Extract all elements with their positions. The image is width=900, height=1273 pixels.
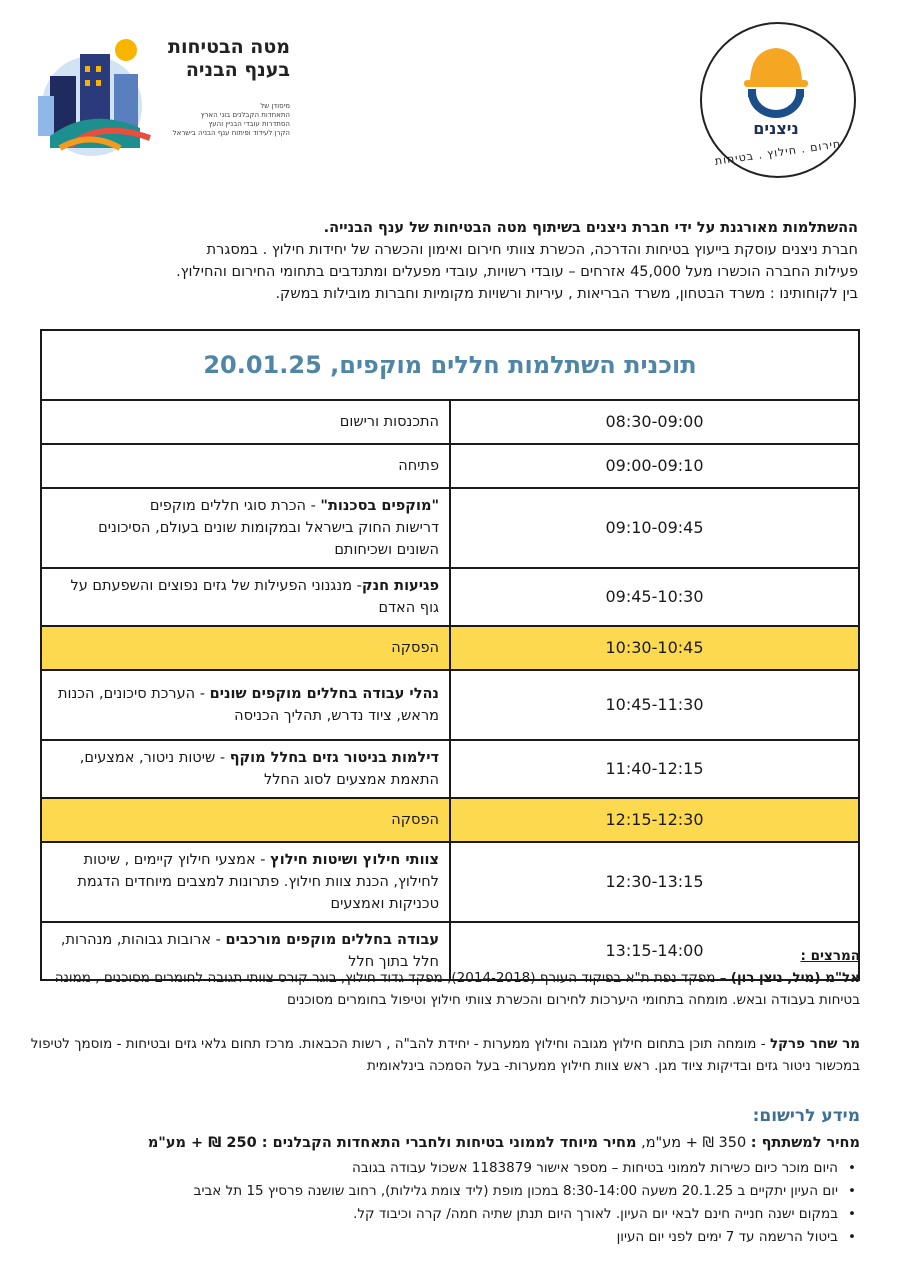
row-topic: עבודה בחללים מוקפים מורכבים <box>225 932 439 948</box>
row-topic: "מוקפים בסכנות" <box>320 498 439 514</box>
row-text: - הערכת סיכונים, הכנות מראש, ציוד נדרש, תהליך הכניסה <box>58 686 439 724</box>
row-time: 08:30-09:00 <box>450 400 859 444</box>
construction-skyline-icon <box>30 36 170 156</box>
row-time: 13:15-14:00 <box>450 922 859 980</box>
row-text: - הכרת סוגי חללים מוקפים <box>149 498 321 514</box>
row-description <box>41 400 450 444</box>
table-row <box>41 488 859 568</box>
list-item: • היום מוכר כיום כשירות לממוני בטיחות – מספר אישור 1183879 אשכול עבודה בגובה <box>18 1157 838 1180</box>
intro-line-1: ההשתלמות מאורגנת על ידי חברת ניצנים בשיתוף מטה הבטיחות של ענף הבנייה. <box>323 220 858 236</box>
row-description <box>41 444 450 488</box>
row-time: 12:30-13:15 <box>450 842 859 922</box>
speaker-1-bio: – מפקד נפת ת"א בפיקוד העורף (2014-2018), מפקד גדוד חילוץ, בוגר קורס צוותי תגובה לחומרים מסוכנים , ממונה בטיחות בעבודה ובאש. מומחה בתחומי היערכות לחירום והכשרת צוותי חילוץ וטיפול בחומרים מסוכנים <box>54 970 860 1008</box>
table-row <box>41 740 859 798</box>
row-description <box>41 740 450 798</box>
row-time: 10:45-11:30 <box>450 670 859 740</box>
row-description <box>41 626 450 670</box>
table-row <box>41 670 859 740</box>
speaker-1 <box>14 967 860 1011</box>
mate-logo-subtitle <box>140 102 290 138</box>
mate-sub-line4: הקרן לעידוד ופיתוח ענף הבניה בישראל <box>172 129 290 137</box>
list-item: • ביטול הרשמה עד 7 ימים לפני יום העיון <box>18 1226 838 1249</box>
row-description <box>41 568 450 626</box>
row-time: 09:45-10:30 <box>450 568 859 626</box>
price-participant-value: 350 ₪ + מע"מ, <box>636 1135 751 1151</box>
program-title-row <box>41 330 859 400</box>
mate-sub-line1: מיסודן של <box>260 102 290 110</box>
row-text: פתיחה <box>398 458 439 474</box>
speaker-1-name: אל"מ (מיל, ניצן רון) <box>730 970 860 986</box>
mate-logo-title <box>150 36 290 82</box>
program-title: תוכנית השתלמות חללים מוקפים, 20.01.25 <box>41 330 859 400</box>
row-topic: נהלי עבודה בחללים מוקפים שונים <box>209 686 439 702</box>
table-row <box>41 400 859 444</box>
table-row <box>41 842 859 922</box>
price-participant-label: מחיר למשתתף : <box>750 1135 860 1151</box>
speakers-heading: המרצים : <box>800 948 860 964</box>
mate-title-line1: מטה הבטיחות <box>167 36 290 58</box>
row-text: - שיטות ניטור, אמצעים, התאמת אמצעים לסוג החלל <box>79 750 439 788</box>
table-row-break <box>41 626 859 670</box>
speaker-2-name: מר שחר פרקל <box>769 1036 860 1052</box>
row-time: 09:10-09:45 <box>450 488 859 568</box>
row-text: - מנגנוני הפעילות של גזים נפוצים והשפעתם על גוף האדם <box>70 578 439 616</box>
row-text: - ארובות גבוהות, מנהרות, חלל בתוך חלל <box>60 932 439 970</box>
list-item: • יום העיון יתקיים ב 20.1.25 משעה 8:30-14:00 במכון מופת (ליד צומת גלילות), רחוב שושנה פרסיץ 15 תל אביב <box>18 1180 838 1203</box>
price-special: מחיר מיוחד לממוני בטיחות ולחברי התאחדות הקבלנים : 250 ₪ + מע"מ <box>147 1135 637 1151</box>
list-item: • במקום ישנה חנייה חינם לבאי יום העיון. לאורך היום תנתן שתיה חמה/ קרה וכיבוד קל. <box>18 1203 838 1226</box>
row-description <box>41 798 450 842</box>
row-text: התכנסות ורישום <box>339 414 439 430</box>
row-time: 11:40-12:15 <box>450 740 859 798</box>
intro-line-2: חברת ניצנים עוסקת בייעוץ בטיחות והדרכה, הכשרת צוותי חירום ואימון והכשרה של יחידות חילוץ . במסגרת <box>206 242 858 258</box>
table-row <box>41 568 859 626</box>
row-text: - אמצעי חילוץ קיימים , שיטות לחילוץ, הכנת צוות חילוץ. פתרונות למצבים מיוחדים הדגמת טכניקות ואמצעים <box>77 852 439 912</box>
mate-sub-line3: הסתדרות עובדי הבניין והעץ <box>208 120 290 128</box>
row-text-2: דרישות החוק בישראל ובמקומות שונים בעולם, הסיכונים השונים ושכיחותם <box>98 520 439 558</box>
intro-line-3: פעילות החברה הוכשרו מעל 45,000 אזרחים – עובדי רשויות, עובדי מפעלים ומתנדבים בתחומי החירום והחילוץ. <box>176 264 858 280</box>
registration-title: מידע לרישום: <box>752 1106 860 1126</box>
nitzanim-logo <box>700 22 860 182</box>
table-row-break <box>41 798 859 842</box>
row-description <box>41 670 450 740</box>
registration-price <box>20 1132 860 1154</box>
row-description <box>41 842 450 922</box>
row-time: 12:15-12:30 <box>450 798 859 842</box>
speakers-section <box>14 945 860 1077</box>
row-time: 09:00-09:10 <box>450 444 859 488</box>
intro-paragraph <box>38 217 858 305</box>
nitzanim-slogan: חירום . חילוץ . בטיחות <box>714 137 842 168</box>
mate-safety-logo <box>30 36 290 156</box>
row-text: הפסקה <box>391 812 439 828</box>
row-description <box>41 488 450 568</box>
row-text: הפסקה <box>391 640 439 656</box>
row-topic: צוותי חילוץ ושיטות חילוץ <box>270 852 439 868</box>
table-row <box>41 444 859 488</box>
mate-title-line2: בענף הבניה <box>185 59 290 81</box>
row-time: 10:30-10:45 <box>450 626 859 670</box>
program-table <box>40 329 860 981</box>
registration-details-list <box>18 1157 860 1249</box>
row-topic: דילמות בניטור גזים בחלל מוקף <box>229 750 439 766</box>
mate-sub-line2: התאחדות הקבלנים בוני הארץ <box>200 111 290 119</box>
speaker-2-bio: - מומחה תוכן בתחום חילוץ מגובה וחילוץ ממערות - יחידת להב"ה , רשות הכבאות. מרכז תחום גלאי גזים ובטיחות - מוסמך לטיפול במכשור ניטור גזים ובדיקות ציוד מגן. ראש צוות חילוץ ממערות- בעל הסמכה בינלאומית <box>30 1036 860 1074</box>
nitzanim-name: ניצנים <box>753 119 799 138</box>
speaker-2 <box>14 1033 860 1077</box>
row-topic: פגיעות חנק <box>361 578 439 594</box>
intro-line-4: בין לקוחותינו : משרד הבטחון, משרד הבריאות , עיריות ורשויות מקומיות וחברות מובילות במשק. <box>275 286 858 302</box>
